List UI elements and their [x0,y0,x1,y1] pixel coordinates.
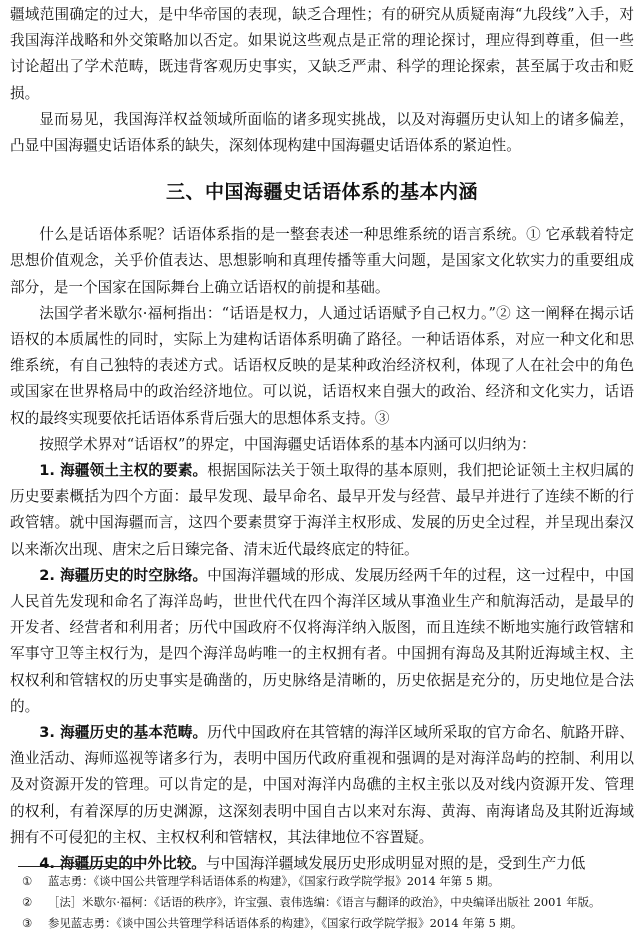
footnote [10,913,634,934]
numbered-paragraph [10,458,634,563]
footnote-divider [18,866,140,867]
numbered-paragraph [10,720,634,851]
footnote-marker: ① [22,874,33,888]
item-lead: 4. 海疆历史的中外比较。 [39,855,206,873]
numbered-paragraph [10,563,634,720]
item-text: 中国海洋疆域的形成、发展历经两千年的过程，这一过程中，中国人民首先发现和命名了海洋岛屿，世世代代在四个海洋区域从事渔业生产和航海活动，是最早的开发者、经营者和利用者；历代中国政府不仅将海洋纳入版图，而且连续不断地实施行政管辖和军事守卫等主权行为，是四个海洋岛屿唯一的主权拥有者。中国拥有海岛及其附近海域主权、主权权利和管辖权的历史事实是确凿的，历史脉络是清晰的，历史依据是充分的，历史地位是合法的。 [10,566,634,715]
item-lead: 1. 海疆领土主权的要素。 [39,462,208,480]
footnote-text: ［法］米歇尔·福柯：《话语的秩序》，许宝强、袁伟选编：《语言与翻译的政治》，中央编译出版社 2001 年版。 [48,895,601,909]
item-text: 与中国海洋疆域发展历史形成明显对照的是，受到生产力低 [205,855,586,873]
item-lead: 2. 海疆历史的时空脉络。 [39,566,208,584]
paragraph: 按照学术界对“话语权”的界定，中国海疆史话语体系的基本内涵可以归纳为： [39,435,536,453]
item-lead: 3. 海疆历史的基本范畴。 [39,724,208,742]
article-body [10,2,634,877]
item-text: 根据国际法关于领土取得的基本原则，我们把论证领土主权归属的历史要素概括为四个方面：最早发现、最早命名、最早开发与经营、最早并进行了连续不断的行政管辖。就中国海疆而言，这四个要素贯穿于海洋主权形成、发展的历史全过程，并呈现出秦汉以来渐次出现、唐宋之后日臻完备、清末近代最终底定的特征。 [10,462,634,558]
paragraph-continued: 疆域范围确定的过大，是中华帝国的表现，缺乏合理性；有的研究从质疑南海“九段线”入手，对我国海洋战略和外交策略加以否定。如果说这些观点是正常的理论探讨，理应得到尊重，但一些讨论超出了学术范畴，既违背客观历史事实，又缺乏严肃、科学的理论探索，甚至属于攻击和贬损。 [10,6,634,102]
paragraph: 显而易见，我国海洋权益领域所面临的诸多现实挑战，以及对海疆历史认知上的诸多偏差，凸显中国海疆史话语体系的缺失，深刻体现构建中国海疆史话语体系的紧迫性。 [10,110,634,155]
footnote [10,871,634,892]
footnotes [10,866,634,934]
footnote-text: 蓝志勇：《谈中国公共管理学科话语体系的构建》，《国家行政学院学报》2014 年第 5 期。 [48,874,500,888]
footnote-marker: ② [22,895,33,909]
footnote-marker: ③ [22,916,33,930]
footnote [10,892,634,913]
section-heading: 三、中国海疆史话语体系的基本内涵 [165,181,478,204]
paragraph: 什么是话语体系呢？话语体系指的是一整套表述一种思维系统的语言系统。① 它承载着特定思想价值观念，关乎价值表达、思想影响和真理传播等重大问题，是国家文化软实力的重要组成部分，是一个国家在国际舞台上确立话语权的前提和基础。 [10,226,634,296]
item-text: 历代中国政府在其管辖的海洋区域所采取的官方命名、航路开辟、渔业活动、海师巡视等诸多行为，表明中国历代政府重视和强调的是对海洋岛屿的控制、利用以及对资源开发的管理。可以肯定的是，中国对海洋内岛礁的主权主张以及对线内资源开发、管理的权利，有着深厚的历史渊源，这深刻表明中国自古以来对东海、黄海、南海诸岛及其附近海域拥有不可侵犯的主权、主权权利和管辖权，其法律地位不容置疑。 [10,724,634,846]
paragraph: 法国学者米歇尔·福柯指出：“话语是权力，人通过话语赋予自己权力。”② 这一阐释在揭示话语权的本质属性的同时，实际上为建构话语体系明确了路径。一种话语体系，对应一种文化和思维系统，有自己独特的表述方式。话语权反映的是某种政治经济权利，体现了人在社会中的角色或国家在世界格局中的政治经济地位。可以说，话语权来自强大的政治、经济和文化实力，话语权的最终实现要依托话语体系背后强大的思想体系支持。③ [10,304,634,427]
footnote-text: 参见蓝志勇：《谈中国公共管理学科话语体系的构建》，《国家行政学院学报》2014 年第 5 期。 [48,916,523,930]
